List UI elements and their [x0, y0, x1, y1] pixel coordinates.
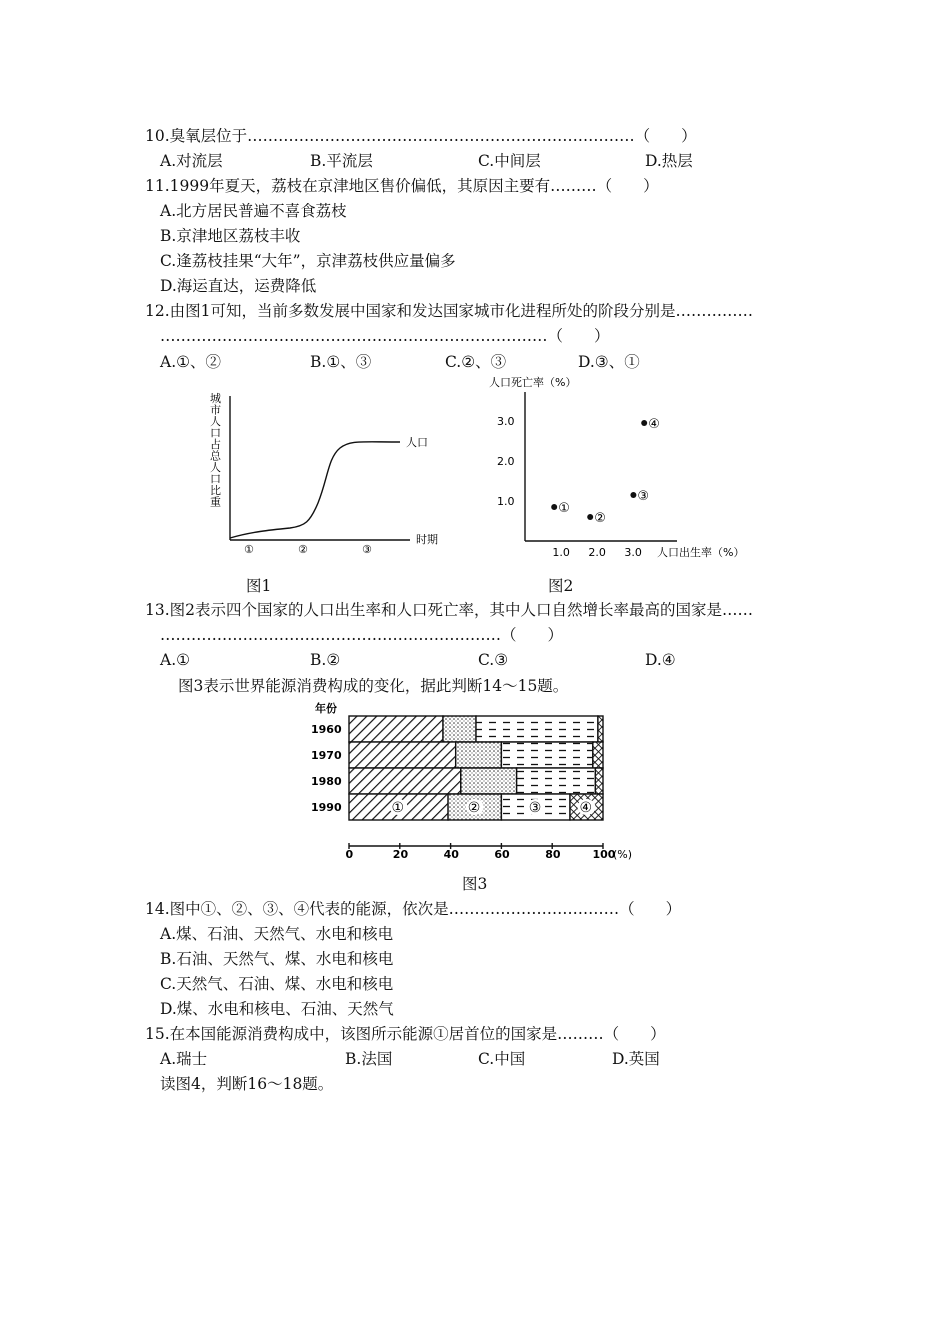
fig1-stage-1: ① [244, 543, 254, 556]
fig1-stage-3: ③ [362, 543, 372, 556]
q12-stem-line2: …………………………………………………………………（ ） [160, 327, 610, 345]
fig2-point-label-3: ③ [637, 489, 650, 504]
fig2-point-4 [641, 420, 647, 426]
q11-stem: 11.1999年夏天，荔枝在京津地区售价偏低，其原因主要有………（ ） [145, 177, 659, 195]
figure-3 [305, 698, 650, 866]
figure-2 [485, 370, 755, 570]
fig1-ylabel-text: 城市人口占总人口比重 [210, 392, 221, 509]
fig2-ylabel: 人口死亡率（%） [489, 376, 577, 389]
q13-option-c: C.③ [478, 651, 509, 669]
q10-option-a: A.对流层 [160, 152, 223, 170]
fig3-tick-40: 40 [443, 848, 459, 861]
fig3-segment-1980-1 [349, 768, 461, 794]
fig3-segment-1970-1 [349, 742, 456, 768]
q14-option-b: B.石油、天然气、煤、水电和核电 [160, 950, 394, 968]
q15-option-c: C.中国 [478, 1050, 526, 1068]
intro-14-15: 图3表示世界能源消费构成的变化，据此判断14～15题。 [178, 677, 569, 695]
fig3-segment-1960-3 [476, 716, 598, 742]
q12-option-d: D.③、① [578, 353, 640, 371]
fig3-xlabel: (%) [613, 848, 633, 861]
fig2-point-label-1: ① [558, 501, 570, 516]
fig3-year-1970: 1970 [311, 749, 342, 762]
fig3-segment-1980-2 [461, 768, 517, 794]
q14-stem: 14.图中①、②、③、④代表的能源，依次是……………………………（ ） [145, 900, 682, 918]
fig2-ytick: 3.0 [497, 415, 515, 428]
fig1-curve-label: 人口 [406, 436, 428, 449]
fig2-xtick: 3.0 [624, 546, 642, 559]
intro-16-18: 读图4，判断16～18题。 [160, 1075, 334, 1093]
q13-option-b: B.② [310, 651, 341, 669]
fig3-series-label-3: ③ [528, 800, 542, 816]
fig3-segment-1970-4 [593, 742, 603, 768]
q10-option-c: C.中间层 [478, 152, 541, 170]
fig3-segment-1960-1 [349, 716, 443, 742]
fig3-series-label-4: ④ [579, 800, 593, 816]
q11-option-d: D.海运直达，运费降低 [160, 277, 317, 295]
fig3-series-label-1: ① [391, 800, 405, 816]
fig2-xtick: 2.0 [588, 546, 606, 559]
q13-option-a: A.① [160, 651, 191, 669]
fig2-point-2 [587, 514, 593, 520]
fig2-point-1 [551, 504, 557, 510]
q11-option-c: C.逢荔枝挂果“大年”，京津荔枝供应量偏多 [160, 252, 456, 270]
fig3-segment-1970-2 [456, 742, 502, 768]
fig3-ylabel: 年份 [315, 702, 337, 715]
fig3-segment-1960-2 [443, 716, 476, 742]
q14-option-a: A.煤、石油、天然气、水电和核电 [160, 925, 394, 943]
q15-option-a: A.瑞士 [160, 1050, 208, 1068]
q13-stem-line2: …………………………………………………………（ ） [160, 626, 564, 644]
fig3-tick-0: 0 [345, 848, 354, 861]
fig1-xlabel: 时期 [416, 533, 438, 546]
q12-stem-line1: 12.由图1可知，当前多数发展中国家和发达国家城市化进程所处的阶段分别是…………… [145, 302, 754, 320]
q15-option-b: B.法国 [345, 1050, 393, 1068]
q11-option-b: B.京津地区荔枝丰收 [160, 227, 301, 245]
fig2-point-label-4: ④ [648, 417, 660, 432]
q12-option-c: C.②、③ [445, 353, 507, 371]
fig2-caption: 图2 [548, 577, 574, 595]
fig3-tick-60: 60 [494, 848, 510, 861]
fig3-segment-1960-4 [598, 716, 603, 742]
fig3-year-1960: 1960 [311, 723, 342, 736]
fig2-xtick: 1.0 [552, 546, 570, 559]
q14-option-c: C.天然气、石油、煤、水电和核电 [160, 975, 394, 993]
fig1-urbanization-curve [230, 442, 400, 538]
fig2-ytick: 2.0 [497, 455, 515, 468]
q12-option-a: A.①、② [160, 353, 222, 371]
fig3-tick-100: 100 [592, 848, 616, 861]
fig1-stage-2: ② [298, 543, 308, 556]
fig2-point-label-2: ② [594, 511, 606, 526]
q15-option-d: D.英国 [612, 1050, 660, 1068]
fig3-series-label-2: ② [467, 800, 481, 816]
q14-option-d: D.煤、水电和核电、石油、天然气 [160, 1000, 394, 1018]
figure-1 [200, 388, 460, 558]
fig3-year-1980: 1980 [311, 775, 342, 788]
q10-stem: 10.臭氧层位于…………………………………………………………………（ ） [145, 127, 697, 145]
fig2-point-3 [630, 492, 636, 498]
fig1-caption: 图1 [246, 577, 272, 595]
fig3-segment-1980-3 [517, 768, 596, 794]
fig2-xlabel: 人口出生率（%） [657, 546, 745, 559]
q11-option-a: A.北方居民普遍不喜食荔枝 [160, 202, 347, 220]
q15-stem: 15.在本国能源消费构成中，该图所示能源①居首位的国家是………（ ） [145, 1025, 666, 1043]
fig3-segment-1970-3 [501, 742, 592, 768]
q10-option-d: D.热层 [645, 152, 693, 170]
fig3-caption: 图3 [462, 875, 488, 893]
fig3-segment-1980-4 [595, 768, 603, 794]
fig3-tick-80: 80 [545, 848, 561, 861]
fig3-year-1990: 1990 [311, 801, 342, 814]
q13-stem-line1: 13.图2表示四个国家的人口出生率和人口死亡率，其中人口自然增长率最高的国家是…… [145, 601, 754, 619]
fig2-ytick: 1.0 [497, 495, 515, 508]
fig3-tick-20: 20 [392, 848, 409, 861]
q12-option-b: B.①、③ [310, 353, 372, 371]
q13-option-d: D.④ [645, 651, 676, 669]
q10-option-b: B.平流层 [310, 152, 373, 170]
fig1-ylabel [210, 392, 222, 509]
